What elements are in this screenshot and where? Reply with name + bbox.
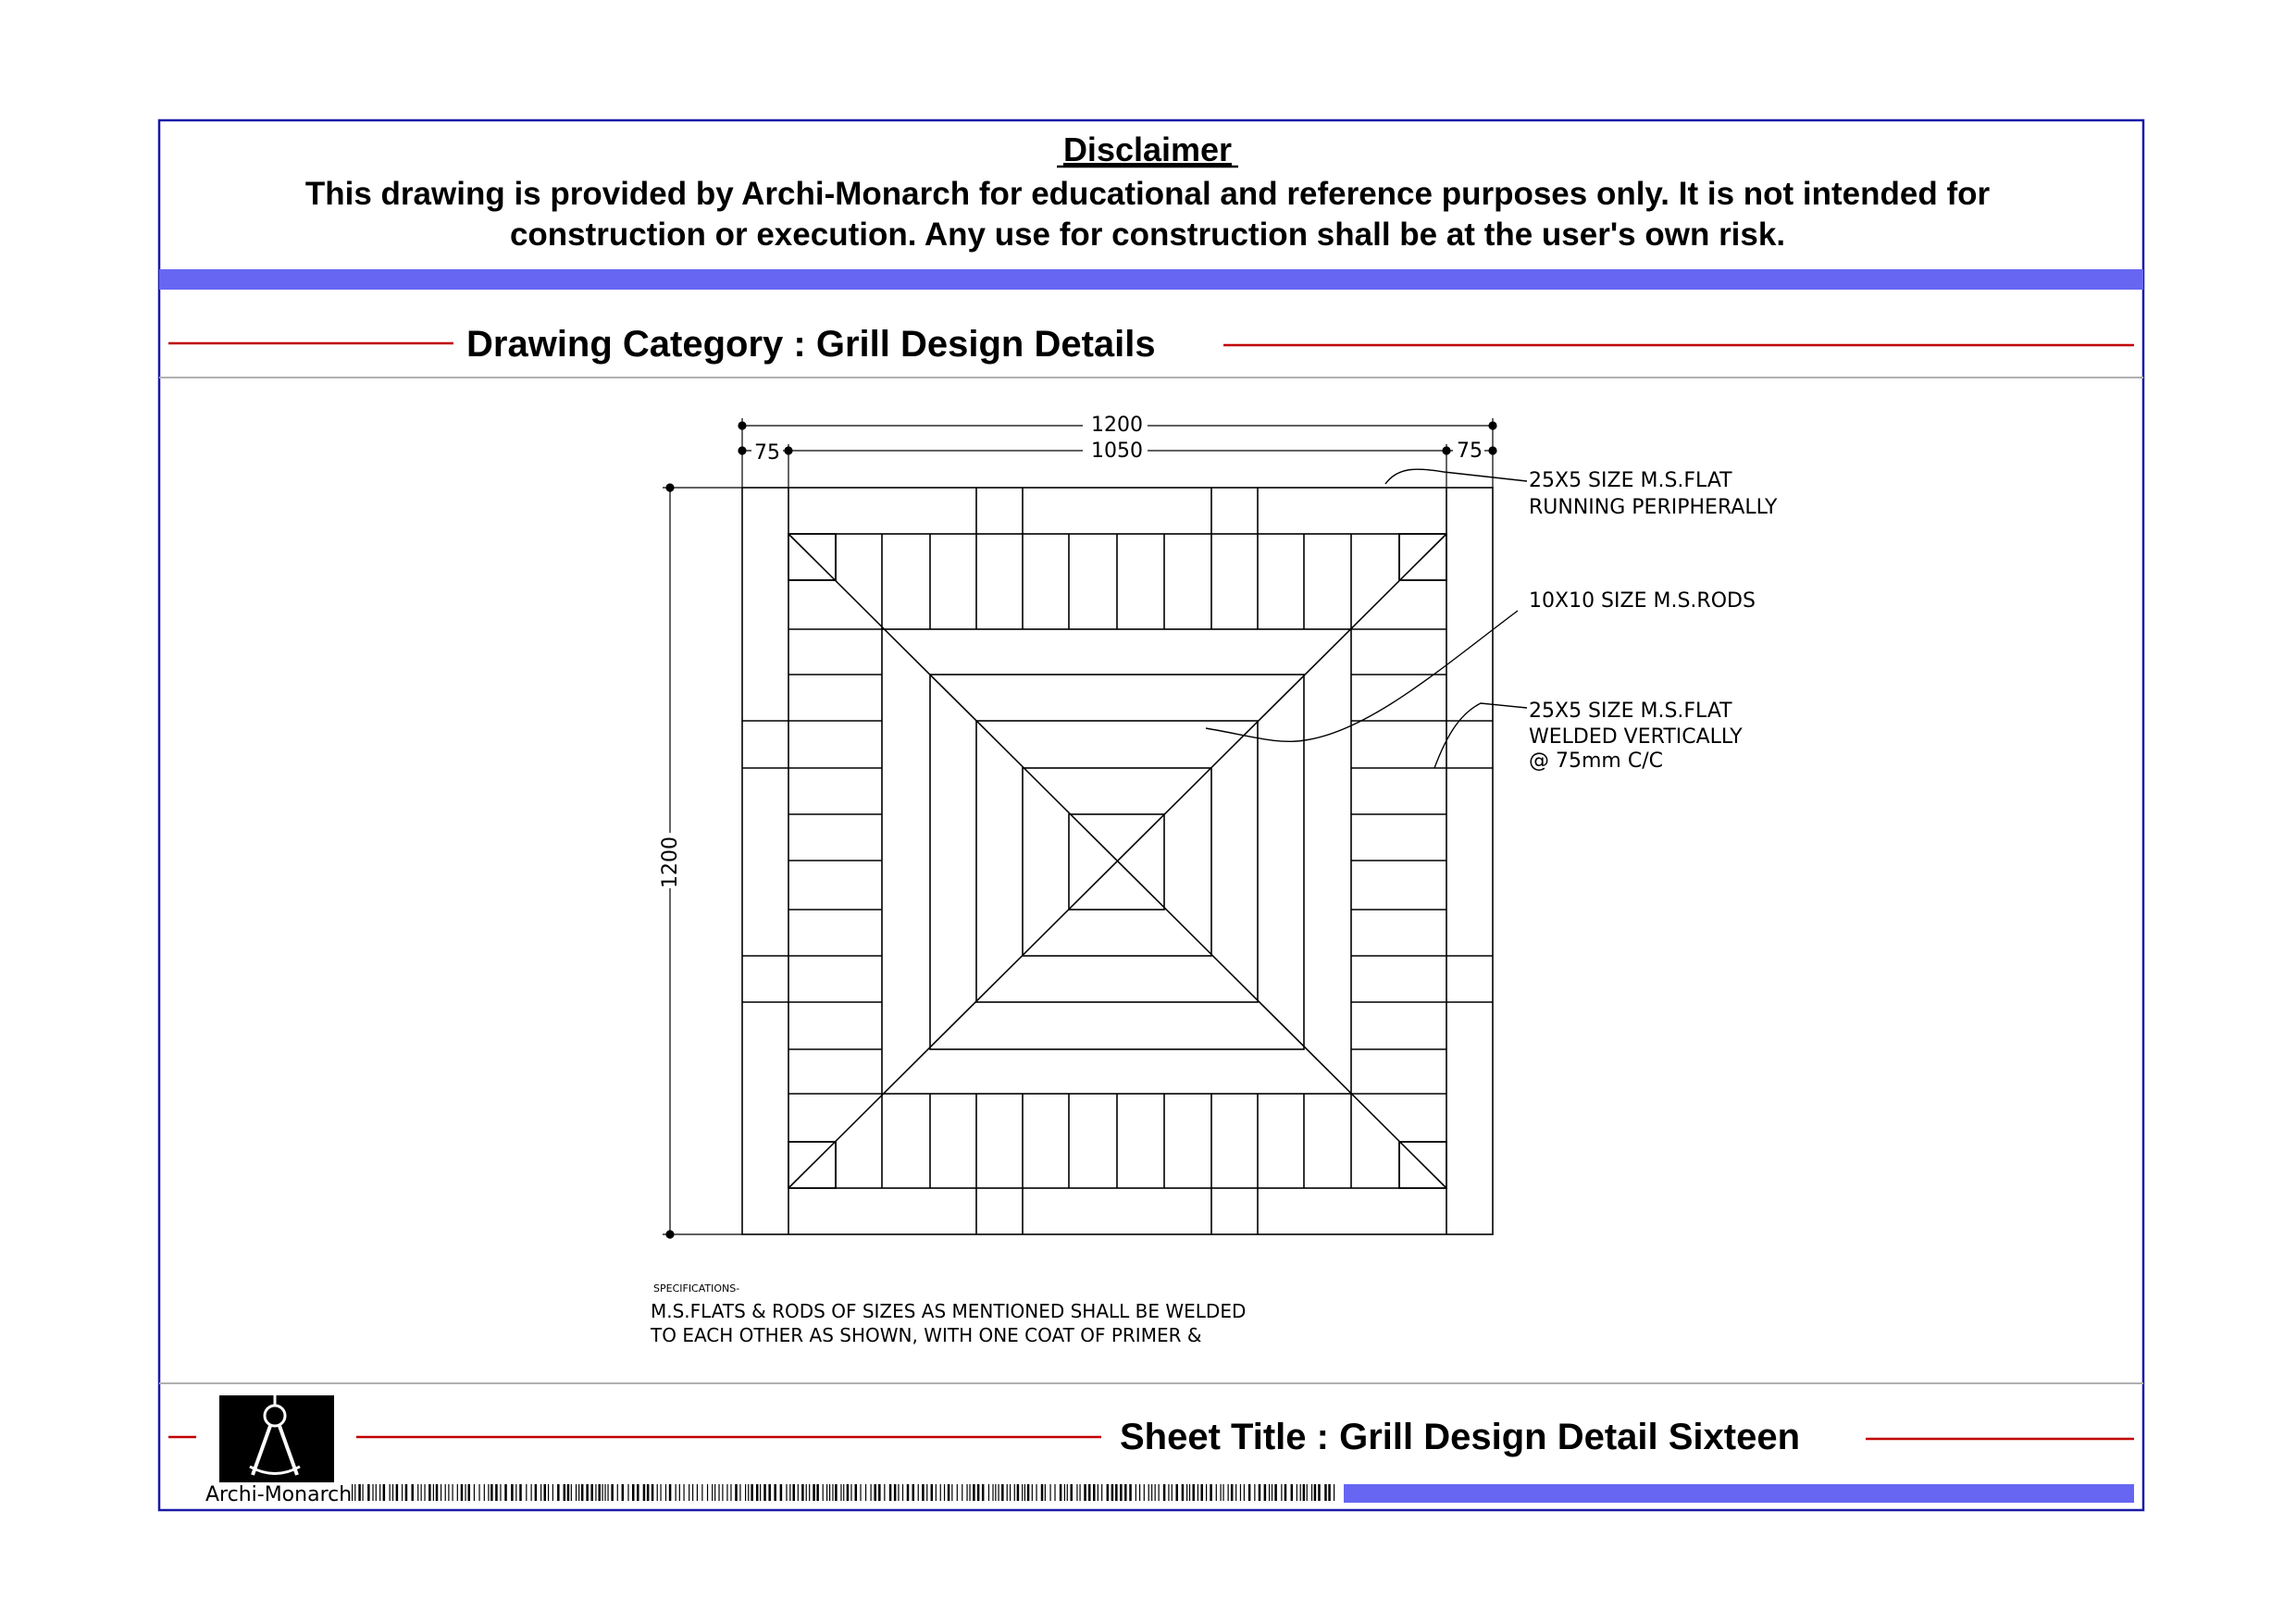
grill-elevation xyxy=(742,488,1493,1234)
dim-label-inner: 1050 xyxy=(1091,440,1143,463)
annotation-vertical-flat-1: 25X5 SIZE M.S.FLAT xyxy=(1529,700,1732,723)
disclaimer-line-2: construction or execution. Any use for construction shall be at the user's own risk. xyxy=(509,217,1786,253)
sheet-title: Sheet Title : Grill Design Detail Sixteen xyxy=(1120,1417,1801,1457)
leader-rods xyxy=(1206,611,1518,741)
dim-label-overall: 1200 xyxy=(1091,414,1143,437)
brand-name: Archi-Monarch xyxy=(205,1483,353,1506)
dim-label-right-margin: 75 xyxy=(1457,440,1483,463)
disclaimer-block xyxy=(305,130,1991,253)
specifications-line-1: M.S.FLATS & RODS OF SIZES AS MENTIONED SHALL BE WELDED xyxy=(651,1300,1247,1322)
leader-vertical-flat xyxy=(1434,703,1527,768)
leader-peripheral-flat xyxy=(1385,469,1527,484)
bottom-vertical-flats xyxy=(788,1094,1446,1188)
brand-logo xyxy=(219,1395,334,1482)
dim-label-left-margin: 75 xyxy=(754,441,780,465)
disclaimer-heading: Disclaimer xyxy=(1062,130,1233,168)
left-border-divisions xyxy=(742,721,788,1002)
dimensions xyxy=(663,418,1496,1238)
annotation-peripheral-flat-2: RUNNING PERIPHERALLY xyxy=(1529,496,1778,519)
dim-label-height: 1200 xyxy=(659,836,682,888)
right-border-divisions xyxy=(1446,721,1493,1002)
category-band xyxy=(159,324,2143,378)
footer xyxy=(159,1383,2143,1506)
specifications-line-2: TO EACH OTHER AS SHOWN, WITH ONE COAT OF PRIMER & xyxy=(651,1324,1202,1346)
accent-bar-top xyxy=(159,269,2143,290)
disclaimer-line-1: This drawing is provided by Archi-Monarch for educational and reference purposes only. It is not intended for xyxy=(304,176,1991,212)
annotations xyxy=(1529,469,1778,773)
top-vertical-flats xyxy=(788,534,1446,629)
category-label: Drawing Category : Grill Design Details xyxy=(466,324,1156,365)
annotation-peripheral-flat-1: 25X5 SIZE M.S.FLAT xyxy=(1529,469,1732,492)
bottom-border-divisions xyxy=(788,1188,1446,1234)
dimension-labels xyxy=(659,411,1484,888)
specifications-heading: SPECIFICATIONS- xyxy=(653,1282,740,1295)
annotation-vertical-flat-3: @ 75mm C/C xyxy=(1529,750,1663,773)
accent-bar-bottom xyxy=(1344,1484,2134,1503)
annotation-rods: 10X10 SIZE M.S.RODS xyxy=(1529,589,1756,613)
annotation-vertical-flat-2: WELDED VERTICALLY xyxy=(1529,725,1743,749)
top-border-divisions xyxy=(788,488,1446,534)
left-horizontal-flats xyxy=(788,534,882,1188)
leaders xyxy=(1206,469,1527,768)
specifications xyxy=(650,1282,1246,1346)
logo-box xyxy=(219,1395,334,1482)
